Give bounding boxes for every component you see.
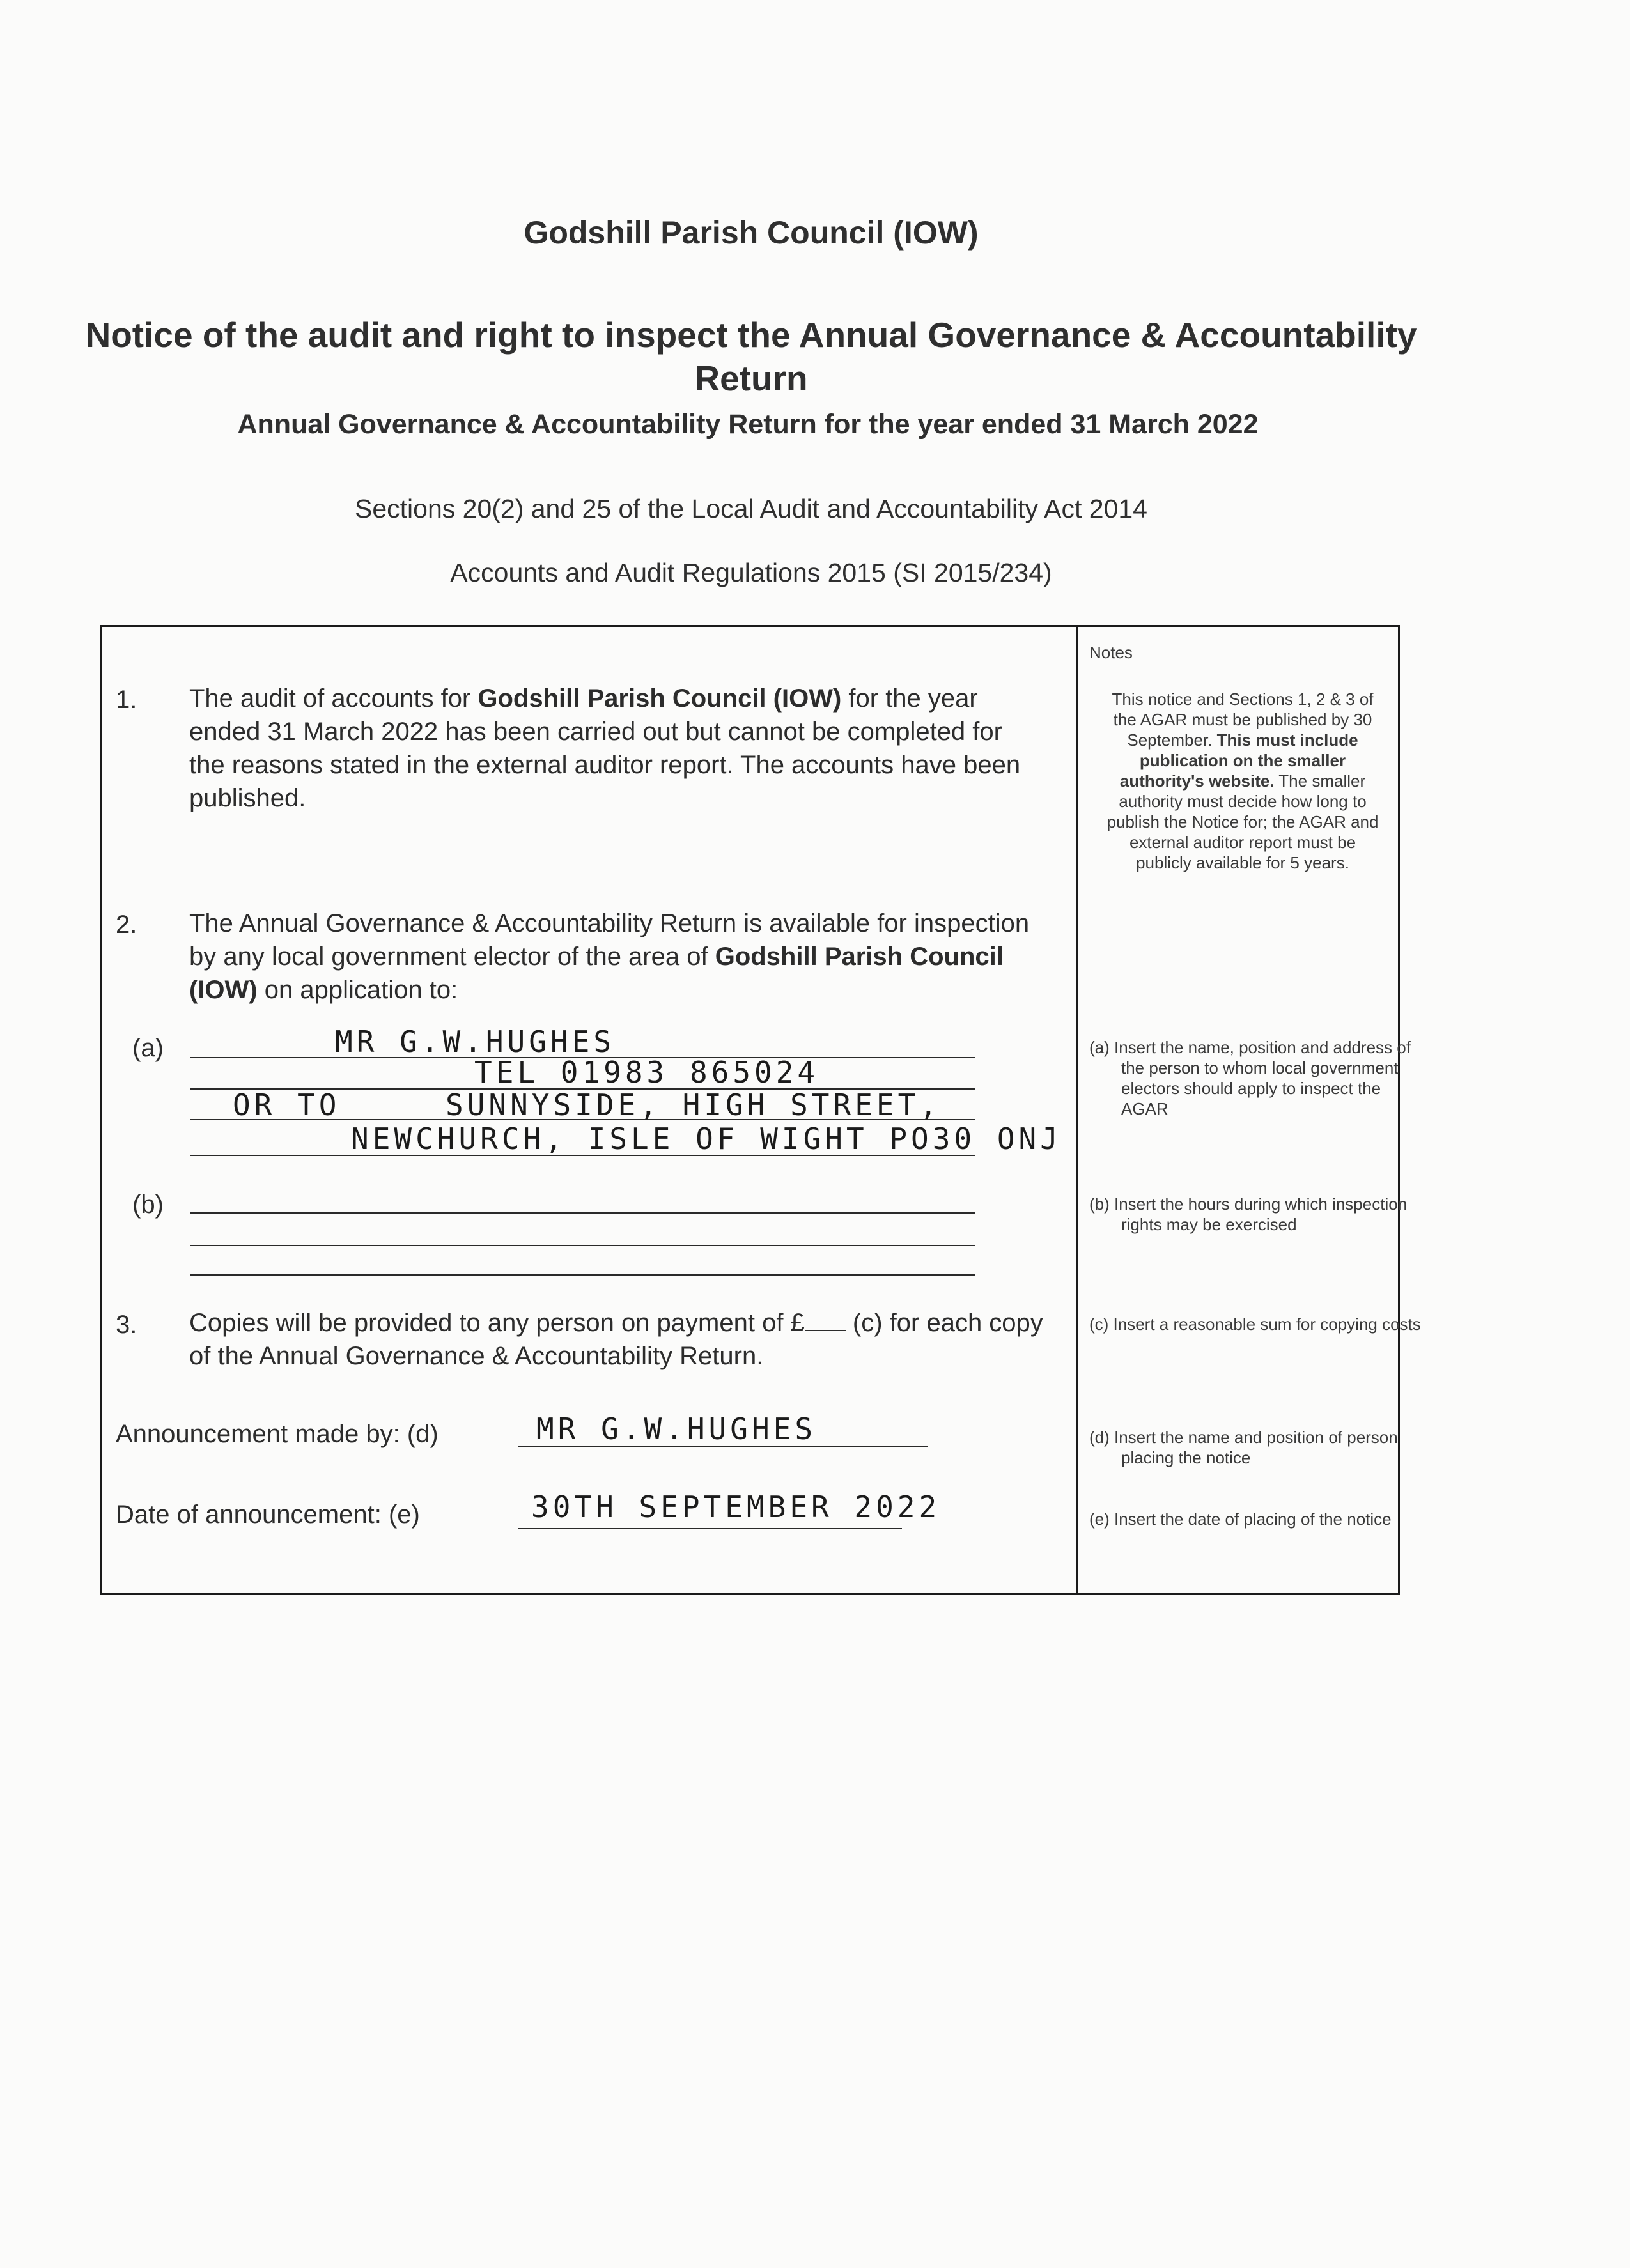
- notes-heading: Notes: [1089, 643, 1133, 662]
- item-2-text: The Annual Governance & Accountability Return is available for inspection by any local government elector of the area of Godshill Parish Council (IOW) on application to:: [189, 909, 1030, 1004]
- return-subtitle: Annual Governance & Accountability Return for the year ended 31 March 2022: [237, 409, 1259, 440]
- handwritten-phone: TEL 01983 865024: [474, 1055, 819, 1090]
- field-a-label: (a): [132, 1034, 164, 1062]
- regulations-line: Accounts and Audit Regulations 2015 (SI 2015/234): [450, 558, 1052, 587]
- notes-column-divider: [1076, 627, 1078, 1593]
- handwritten-contact-name: MR G.W.HUGHES: [335, 1024, 616, 1059]
- act-sections-line: Sections 20(2) and 25 of the Local Audit and Accountability Act 2014: [355, 494, 1147, 523]
- notice-form-box: [100, 625, 1421, 1595]
- item-1-text: The audit of accounts for Godshill Parish Council (IOW) for the year ended 31 March 2022 has been carried out but cannot be completed for the reasons stated in the external auditor report. The accounts have been published.: [189, 684, 1021, 812]
- council-name-bold: Godshill Parish Council (IOW): [477, 684, 842, 713]
- field-b-line-3: [190, 1274, 975, 1276]
- date-label: Date of announcement: (e): [116, 1500, 420, 1529]
- council-title: Godshill Parish Council (IOW): [524, 215, 979, 251]
- note-b: (b) Insert the hours during which inspection rights may be exercised: [1089, 1194, 1408, 1234]
- item-3-text: Copies will be provided to any person on payment of £ (c) for each copy of the Annual Governance & Accountability Return.: [189, 1306, 1049, 1373]
- field-b-line-1: [190, 1212, 975, 1214]
- handwritten-address-2: NEWCHURCH, ISLE OF WIGHT PO30 ONJ: [351, 1122, 1062, 1156]
- handwritten-announcer: MR G.W.HUGHES: [536, 1412, 817, 1446]
- notes-intro: This notice and Sections 1, 2 & 3 of the AGAR must be published by 30 September. This must include publication on the smaller authority's website. The smaller authority must decide how long to publish the Notice for; the AGAR and external auditor report must be publicly available for 5 years.: [1106, 690, 1379, 872]
- field-b-label: (b): [132, 1191, 164, 1219]
- council-name-bold: Godshill Parish Council (IOW): [189, 943, 1004, 1004]
- note-c: (c) Insert a reasonable sum for copying costs: [1089, 1315, 1421, 1334]
- notice-title: Notice of the audit and right to inspect the Annual Governance & Accountability Return: [85, 315, 1417, 398]
- date-line: [518, 1528, 902, 1529]
- handwritten-address-1: SUNNYSIDE, HIGH STREET,: [446, 1088, 941, 1122]
- copy-fee-blank: [805, 1307, 846, 1331]
- item-2-number: 2.: [116, 911, 137, 939]
- item-1-number: 1.: [116, 686, 137, 714]
- field-b-line-2: [190, 1245, 975, 1246]
- handwritten-or-to: OR TO: [233, 1088, 341, 1122]
- note-e: (e) Insert the date of placing of the notice: [1089, 1509, 1392, 1529]
- item-3-number: 3.: [116, 1311, 137, 1339]
- announcement-label: Announcement made by: (d): [116, 1420, 439, 1448]
- note-a: (a) Insert the name, position and address of the person to whom local government electors should apply to inspect the AGAR: [1089, 1038, 1411, 1118]
- handwritten-date: 30TH SEPTEMBER 2022: [531, 1490, 941, 1524]
- note-d: (d) Insert the name and position of person placing the notice: [1089, 1428, 1398, 1467]
